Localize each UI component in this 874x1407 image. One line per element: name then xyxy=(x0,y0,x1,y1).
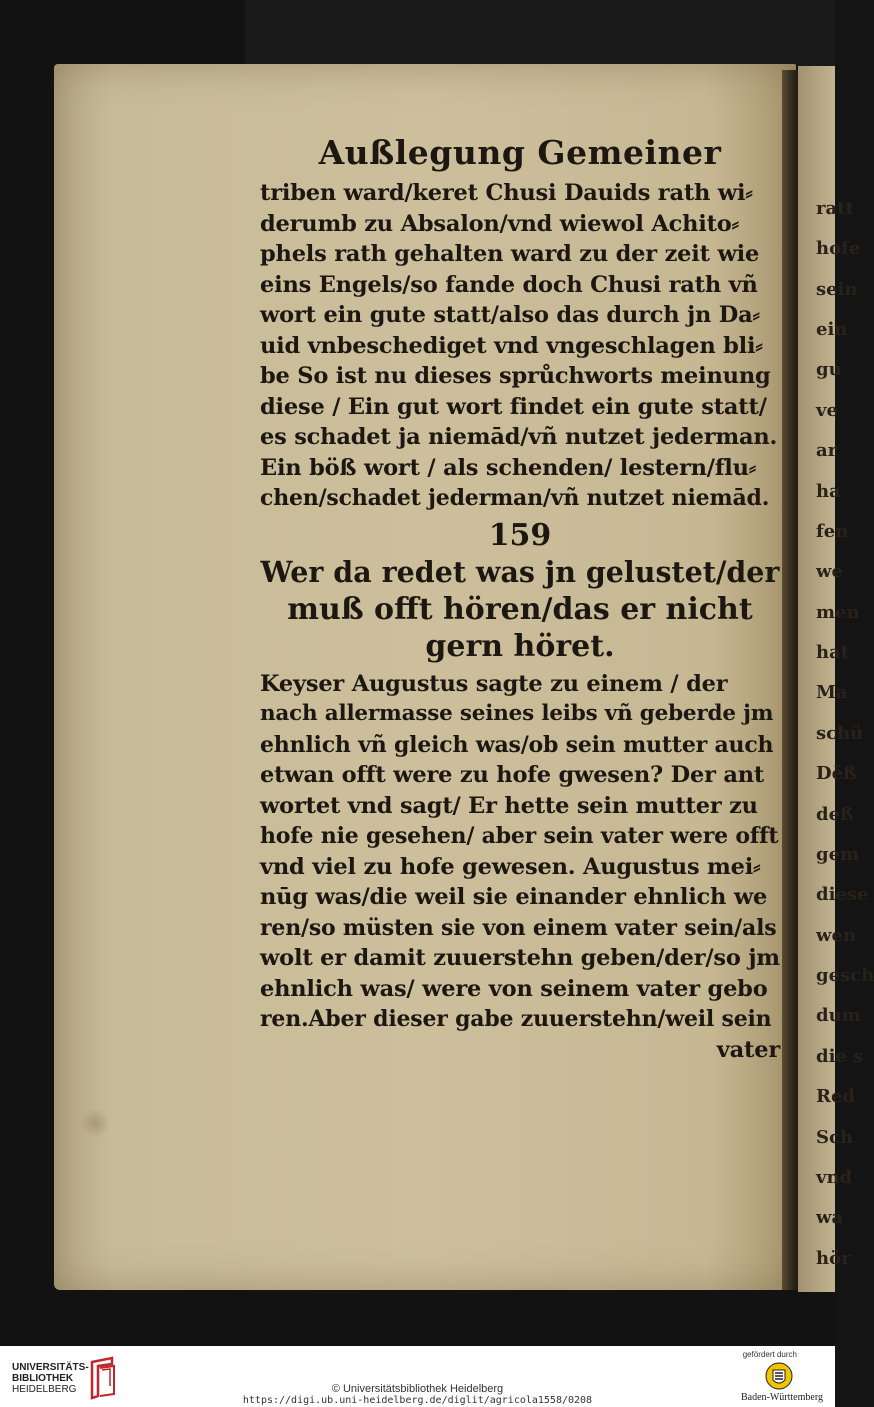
section-heading xyxy=(260,554,780,665)
next-page-fragment: hör xyxy=(816,1247,851,1269)
next-page-fragment: fen xyxy=(816,520,849,542)
library-name-line2: BIBLIOTHEK xyxy=(12,1373,74,1384)
text-line: phels rath gehalten ward zu der zeit wie xyxy=(260,241,760,267)
text-line: hofe nie gesehen/ aber sein vater were offt xyxy=(260,823,779,849)
heading-line: gern höret. xyxy=(425,628,615,664)
next-page-fragment: ve xyxy=(816,399,838,421)
text-line: vnd viel zu hofe gewesen. Augustus mei⸗ xyxy=(260,853,761,880)
text-line: chen/schadet jederman/vñ nutzet niemād. xyxy=(260,485,770,511)
text-line: ren/so müsten sie von einem vater sein/als xyxy=(260,914,777,941)
next-page-fragment: wen xyxy=(816,924,857,946)
next-page-fragment: deß xyxy=(816,803,854,825)
text-line: es schadet ja niemād/vñ nutzet jederman. xyxy=(260,424,778,450)
next-page-fragment: ratt xyxy=(816,198,854,219)
library-name-line1: UNIVERSITÄTS- xyxy=(12,1362,89,1373)
text-block-before xyxy=(260,178,780,514)
text-block-after xyxy=(260,669,780,1035)
heading-line: muß offt hören/das er nicht xyxy=(287,591,753,627)
next-page-fragment: gem xyxy=(816,843,860,865)
next-page-fragment: die s xyxy=(816,1045,864,1067)
next-page-fragment: gesch xyxy=(816,965,874,987)
library-name-line3: HEIDELBERG xyxy=(12,1384,77,1395)
next-page-fragment: vnd xyxy=(816,1166,853,1188)
next-page-fragment: we xyxy=(816,561,843,583)
text-line: be So ist nu dieses sprůchworts meinung xyxy=(260,363,771,389)
text-line: ehnlich was/ were von seinem vater gebo xyxy=(260,975,768,1002)
next-page-fragment: diese xyxy=(816,884,869,906)
next-page-fragment: ar xyxy=(816,440,838,462)
page-content xyxy=(260,128,780,1065)
next-page-fragment: wa xyxy=(816,1207,844,1229)
text-line: eins Engels/so fande doch Chusi rath vñ xyxy=(260,271,758,298)
text-line: uid vnbeschediget vnd vngeschlagen bli⸗ xyxy=(260,332,763,359)
next-page-fragment: dum xyxy=(816,1005,861,1027)
text-line: diese / Ein gut wort findet ein gute statt/ xyxy=(260,393,767,420)
next-page-fragment: Dēß xyxy=(816,763,857,785)
running-head: Außlegung Gemeiner xyxy=(318,133,722,172)
text-line: derumb zu Absalon/vnd wiewol Achito⸗ xyxy=(260,210,739,237)
next-page-fragment: ha xyxy=(816,480,841,502)
next-page-fragment: gu xyxy=(816,359,842,381)
text-line: Ein böß wort / als schenden/ lestern/flu⸗ xyxy=(260,454,757,481)
text-line: ren.Aber dieser gabe zuuerstehn/weil sein xyxy=(260,1006,772,1032)
text-line: wolt er damit zuuerstehn geben/der/so jm xyxy=(260,945,780,971)
next-page-fragment: sein xyxy=(816,278,858,300)
text-line: nūg was/die weil sie einander ehnlich we xyxy=(260,884,768,910)
scan-edge xyxy=(245,0,835,66)
coat-of-arms-icon[interactable] xyxy=(764,1361,794,1391)
next-page-fragment: men xyxy=(816,601,860,623)
next-page-fragment: hat xyxy=(816,642,850,664)
next-page-fragment: Ma xyxy=(816,682,848,704)
text-line: ehnlich vñ gleich was/ob sein mutter auch xyxy=(260,731,774,758)
catchword: vater xyxy=(716,1036,780,1063)
text-line: triben ward/keret Chusi Dauids rath wi⸗ xyxy=(260,180,753,206)
next-page-fragment: Red xyxy=(816,1086,855,1108)
next-page-fragment: hofe xyxy=(816,238,861,260)
text-line: etwan offt were zu hofe gwesen? Der ant xyxy=(260,762,765,788)
next-page-fragment: ein xyxy=(816,319,848,341)
next-page-edge xyxy=(798,66,874,1292)
next-page-fragment: Sch xyxy=(816,1126,854,1148)
section-number: 159 xyxy=(488,517,552,553)
funder-label: gefördert durch xyxy=(742,1350,797,1359)
text-line: Keyser Augustus sagte zu einem / der xyxy=(260,670,728,697)
text-line: nach allermasse seines leibs vñ geberde jm xyxy=(260,701,774,726)
permalink[interactable]: https://digi.ub.uni-heidelberg.de/diglit/agricola1558/0208 xyxy=(242,1395,593,1406)
text-line: wort ein gute statt/also das durch jn Da⸗ xyxy=(260,302,760,328)
paper-stain xyxy=(80,1108,110,1138)
copyright-notice: © Universitätsbibliothek Heidelberg xyxy=(331,1383,504,1395)
heading-line: Wer da redet was jn gelustet/der xyxy=(260,554,780,589)
text-line: wortet vnd sagt/ Er hette sein mutter zu xyxy=(260,792,758,819)
next-page-fragment: schü xyxy=(816,722,864,744)
funder-name: Baden-Württemberg xyxy=(740,1392,823,1403)
